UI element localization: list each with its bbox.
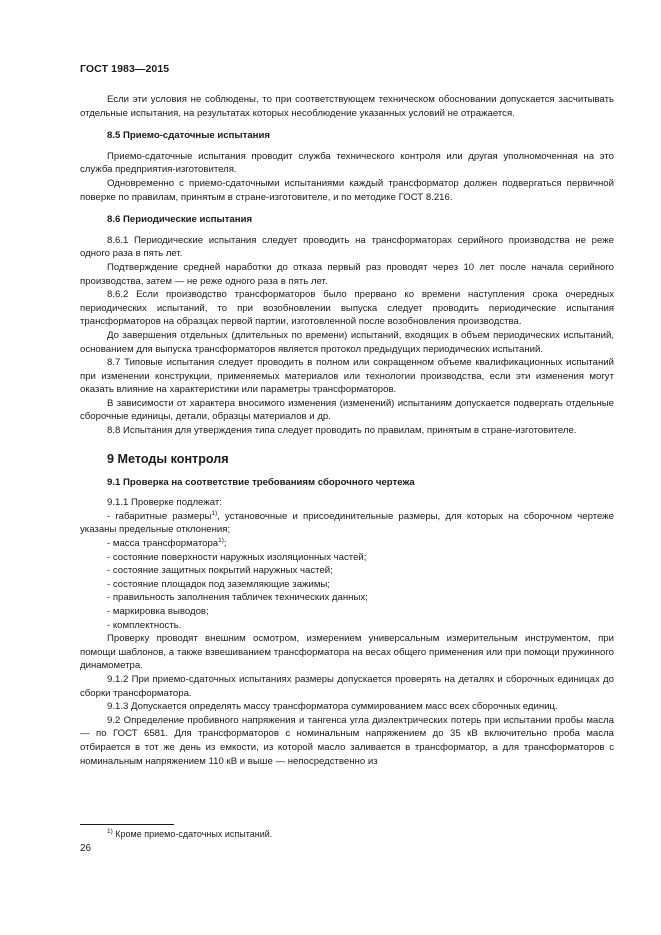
footnote-mark: 1) [107, 828, 113, 835]
list-item: - правильность заполнения табличек технических данных; [107, 592, 368, 604]
footnote-ref: 1) [211, 509, 218, 517]
subsection-heading: 8.6 Периодические испытания [107, 214, 253, 226]
paragraph: Если эти условия не соблюдены, то при соответствующем техническом обосновании допускается засчитывать отдельные испытания, на результатах которых несоблюдение указанных условий не отражается. [80, 94, 614, 119]
paragraph: В зависимости от характера вносимого изменения (изменений) испытаниям допускается подвергать отдельные сборочные единицы, детали, образцы материалов и др. [80, 397, 614, 423]
page-number: 26 [80, 843, 92, 854]
list-item: - состояние площадок под заземляющие зажимы; [107, 578, 330, 590]
list-item: - масса трансформатора$^{1)}$; [107, 537, 227, 550]
subsection-heading: 9.1 Проверка на соответствие требованиям сборочного чертежа [107, 476, 415, 488]
footnote-divider [80, 824, 174, 825]
paragraph: До завершения отдельных (длительных по времени) испытаний, входящих в объем периодических испытаний, основанием для выпуска трансформаторов является протокол предыдущих периодических испытаний. [80, 329, 614, 355]
paragraph: Проверку проводят внешним осмотром, измерением универсальным измерительным инструментом, при помощи шаблонов, а также взвешиванием трансформатора на весах общего применения или при помощи пружинного динамометра. [80, 633, 614, 672]
footnote: $^{1)}$ Кроме приемо-сдаточных испытаний. [107, 828, 273, 839]
paragraph: 8.6.1 Периодические испытания следует проводить на трансформаторах серийного производства не реже одного раза в пять лет. [80, 234, 614, 260]
section-heading: 9 Методы контроля [107, 451, 229, 466]
paragraph: 9.1.2 При приемо-сдаточных испытаниях размеры допускается проверять на деталях и сборочных единицах до сборки трансформатора. [80, 673, 614, 699]
paragraph: 9.1.1 Проверке подлежат: [107, 497, 222, 509]
paragraph: 9.2 Определение пробивного напряжения и тангенса угла диэлектрических потерь при испытании пробы масла — по ГОСТ 6581. Для трансформаторов с номинальным напряжением до 35 кВ включительно проба масла отбирается в тот же день из емкости, из которой масло заливается в трансформатор, а для трансформаторов с номинальным напряжением 110 кВ и выше — непосредственно из [80, 714, 614, 767]
paragraph: 8.7 Типовые испытания следует проводить в полном или сокращенном объеме квалификационных испытаний при изменении конструкции, применяемых материалов или технологии производства, если эти изменения могут оказать влияние на характеристики или параметры трансформаторов. [80, 357, 614, 396]
list-item: - маркировка выводов; [107, 606, 209, 617]
subsection-heading: 8.5 Приемо-сдаточные испытания [107, 130, 270, 142]
footnote-ref: 1) [218, 537, 224, 545]
list-item: - комплектность. [107, 619, 182, 631]
list-item: - габаритные размеры$^{1)}$, установочные и присоединительные размеры, для которых на сборочном чертеже указаны предельные отклонения; [80, 509, 614, 536]
list-item: - состояние поверхности наружных изоляционных частей; [107, 551, 367, 563]
paragraph: Подтверждение средней наработки до отказа первый раз проводят через 10 лет после начала серийного производства, затем — не реже одного раза в пять лет. [80, 261, 614, 287]
paragraph: 9.1.3 Допускается определять массу трансформатора суммированием масс всех сборочных единиц. [107, 701, 558, 713]
paragraph: 8.6.2 Если производство трансформаторов было прервано ко времени наступления срока очередных периодических испытаний, то при возобновлении выпуска следует проводить периодические испытания трансформаторов на образцах первой партии, изготовленной после возобновления производства. [80, 289, 614, 328]
paragraph: 8.8 Испытания для утверждения типа следует проводить по правилам, принятым в стране-изготовителе. [107, 425, 577, 437]
list-item: - состояние защитных покрытий наружных частей; [107, 565, 333, 577]
paragraph: Приемо-сдаточные испытания проводит служба технического контроля или другая уполномоченная на это служба предприятия-изготовителя. [80, 150, 614, 176]
document-body [80, 93, 614, 768]
document-header: ГОСТ 1983—2015 [80, 63, 170, 75]
paragraph: Одновременно с приемо-сдаточными испытаниями каждый трансформатор должен подвергаться первичной поверке по правилам, принятым в стране-изготовителе, и по методике ГОСТ 8.216. [80, 177, 614, 203]
